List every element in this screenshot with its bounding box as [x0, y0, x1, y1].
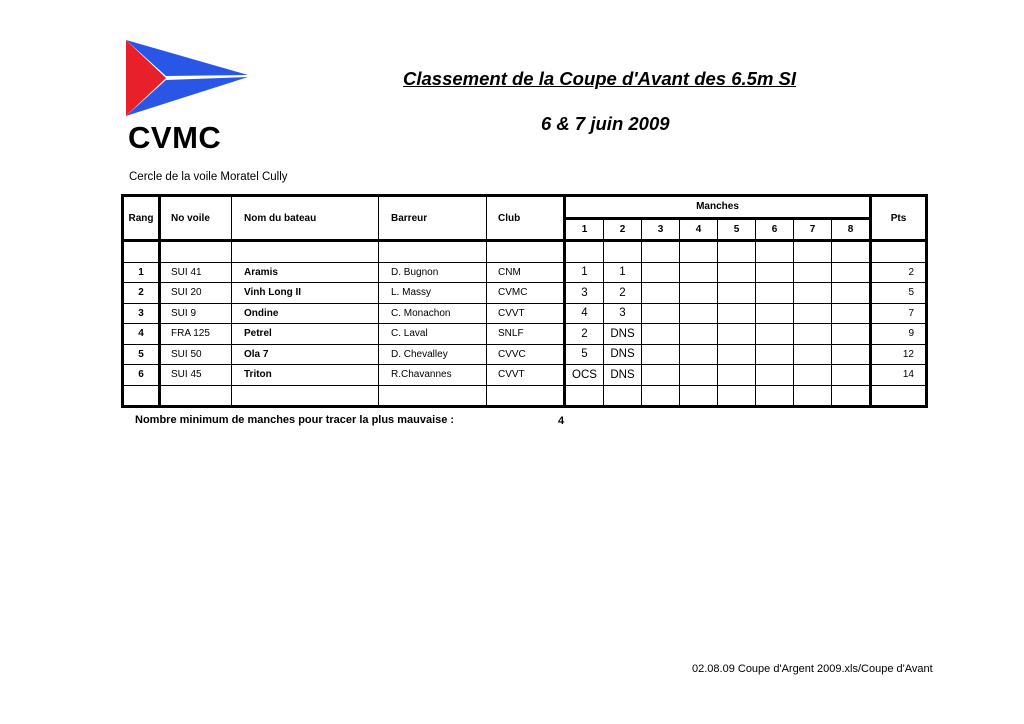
header-club: Club [487, 196, 565, 241]
footer-filename: 02.08.09 Coupe d'Argent 2009.xls/Coupe d'Avant [692, 663, 933, 675]
barreur-cell: C. Laval [379, 324, 487, 345]
club-cell: CNM [487, 262, 565, 283]
manche-result-cell [756, 324, 794, 345]
nom-bateau-cell: Ondine [232, 303, 379, 324]
manche-number: 6 [756, 218, 794, 241]
club-cell: SNLF [487, 324, 565, 345]
manche-result-cell [794, 262, 832, 283]
manche-number: 1 [565, 218, 604, 241]
manche-result-cell [642, 283, 680, 304]
manche-result-cell [756, 344, 794, 365]
table-row [123, 262, 927, 283]
manche-number: 4 [680, 218, 718, 241]
no-voile-cell: SUI 41 [160, 262, 232, 283]
manche-number: 7 [794, 218, 832, 241]
manche-result-cell [794, 303, 832, 324]
rang-cell: 6 [123, 365, 160, 386]
manche-result-cell [642, 344, 680, 365]
no-voile-cell: FRA 125 [160, 324, 232, 345]
manche-result-cell [794, 324, 832, 345]
manche-result-cell: OCS [565, 365, 604, 386]
spacer-row [123, 241, 927, 263]
manche-result-cell [718, 283, 756, 304]
manche-result-cell: DNS [604, 344, 642, 365]
manche-result-cell [718, 262, 756, 283]
manche-result-cell [832, 365, 871, 386]
no-voile-cell: SUI 9 [160, 303, 232, 324]
nom-bateau-cell: Vinh Long II [232, 283, 379, 304]
manche-result-cell [794, 344, 832, 365]
barreur-cell: L. Massy [379, 283, 487, 304]
barreur-cell: R.Chavannes [379, 365, 487, 386]
manche-result-cell [718, 324, 756, 345]
manche-result-cell: 4 [565, 303, 604, 324]
results-rows [123, 241, 927, 407]
manche-result-cell [642, 324, 680, 345]
manche-result-cell: 2 [604, 283, 642, 304]
rang-cell: 2 [123, 283, 160, 304]
no-voile-cell: SUI 50 [160, 344, 232, 365]
club-subtitle: Cercle de la voile Moratel Cully [129, 171, 288, 183]
club-cell: CVMC [487, 283, 565, 304]
manche-result-cell: 3 [565, 283, 604, 304]
manche-result-cell: 3 [604, 303, 642, 324]
nom-bateau-cell: Aramis [232, 262, 379, 283]
manche-result-cell: 1 [565, 262, 604, 283]
manche-result-cell: DNS [604, 365, 642, 386]
club-name: CVMC [128, 120, 222, 155]
manche-result-cell [756, 303, 794, 324]
rang-cell: 5 [123, 344, 160, 365]
barreur-cell: C. Monachon [379, 303, 487, 324]
club-cell: CVVT [487, 365, 565, 386]
manche-number: 8 [832, 218, 871, 241]
manche-number: 5 [718, 218, 756, 241]
pts-cell: 2 [871, 262, 927, 283]
header-pts: Pts [871, 196, 927, 241]
manche-result-cell [794, 365, 832, 386]
manche-result-cell [832, 262, 871, 283]
header-barreur: Barreur [379, 196, 487, 241]
no-voile-cell: SUI 20 [160, 283, 232, 304]
no-voile-cell: SUI 45 [160, 365, 232, 386]
nom-bateau-cell: Ola 7 [232, 344, 379, 365]
nom-bateau-cell: Triton [232, 365, 379, 386]
manche-result-cell [832, 324, 871, 345]
manche-result-cell [756, 262, 794, 283]
manche-result-cell [718, 344, 756, 365]
manche-result-cell [718, 303, 756, 324]
rang-cell: 1 [123, 262, 160, 283]
manche-result-cell [680, 344, 718, 365]
page-title: Classement de la Coupe d'Avant des 6.5m SI [403, 68, 797, 89]
manche-result-cell: 2 [565, 324, 604, 345]
manche-result-cell [680, 324, 718, 345]
manche-number: 3 [642, 218, 680, 241]
manche-result-cell [832, 303, 871, 324]
results-table [121, 194, 928, 408]
min-manches-value: 4 [558, 415, 565, 427]
spacer-row [123, 385, 927, 407]
min-manches-label: Nombre minimum de manches pour tracer la plus mauvaise : [135, 414, 455, 426]
pts-cell: 12 [871, 344, 927, 365]
table-row [123, 283, 927, 304]
rang-cell: 3 [123, 303, 160, 324]
header-no-voile: No voile [160, 196, 232, 241]
manche-result-cell: 1 [604, 262, 642, 283]
pts-cell: 7 [871, 303, 927, 324]
manche-result-cell [718, 365, 756, 386]
barreur-cell: D. Chevalley [379, 344, 487, 365]
manche-result-cell [832, 283, 871, 304]
manche-result-cell [756, 283, 794, 304]
header-rang: Rang [123, 196, 160, 241]
manche-result-cell [756, 365, 794, 386]
table-row [123, 344, 927, 365]
manche-result-cell [680, 365, 718, 386]
event-date: 6 & 7 juin 2009 [541, 113, 670, 134]
manche-result-cell [794, 283, 832, 304]
manche-result-cell [680, 303, 718, 324]
table-row [123, 365, 927, 386]
manche-result-cell [642, 262, 680, 283]
pts-cell: 9 [871, 324, 927, 345]
header-manches: Manches [565, 196, 871, 219]
manche-result-cell [642, 365, 680, 386]
nom-bateau-cell: Petrel [232, 324, 379, 345]
manche-number: 2 [604, 218, 642, 241]
barreur-cell: D. Bugnon [379, 262, 487, 283]
manche-result-cell [680, 283, 718, 304]
manche-result-cell: 5 [565, 344, 604, 365]
header-nom-bateau: Nom du bateau [232, 196, 379, 241]
pts-cell: 14 [871, 365, 927, 386]
rang-cell: 4 [123, 324, 160, 345]
cvmc-logo [124, 38, 250, 118]
manche-result-cell [832, 344, 871, 365]
pts-cell: 5 [871, 283, 927, 304]
table-row [123, 303, 927, 324]
manche-result-cell [642, 303, 680, 324]
club-cell: CVVT [487, 303, 565, 324]
manche-result-cell: DNS [604, 324, 642, 345]
club-cell: CVVC [487, 344, 565, 365]
manche-result-cell [680, 262, 718, 283]
table-row [123, 324, 927, 345]
